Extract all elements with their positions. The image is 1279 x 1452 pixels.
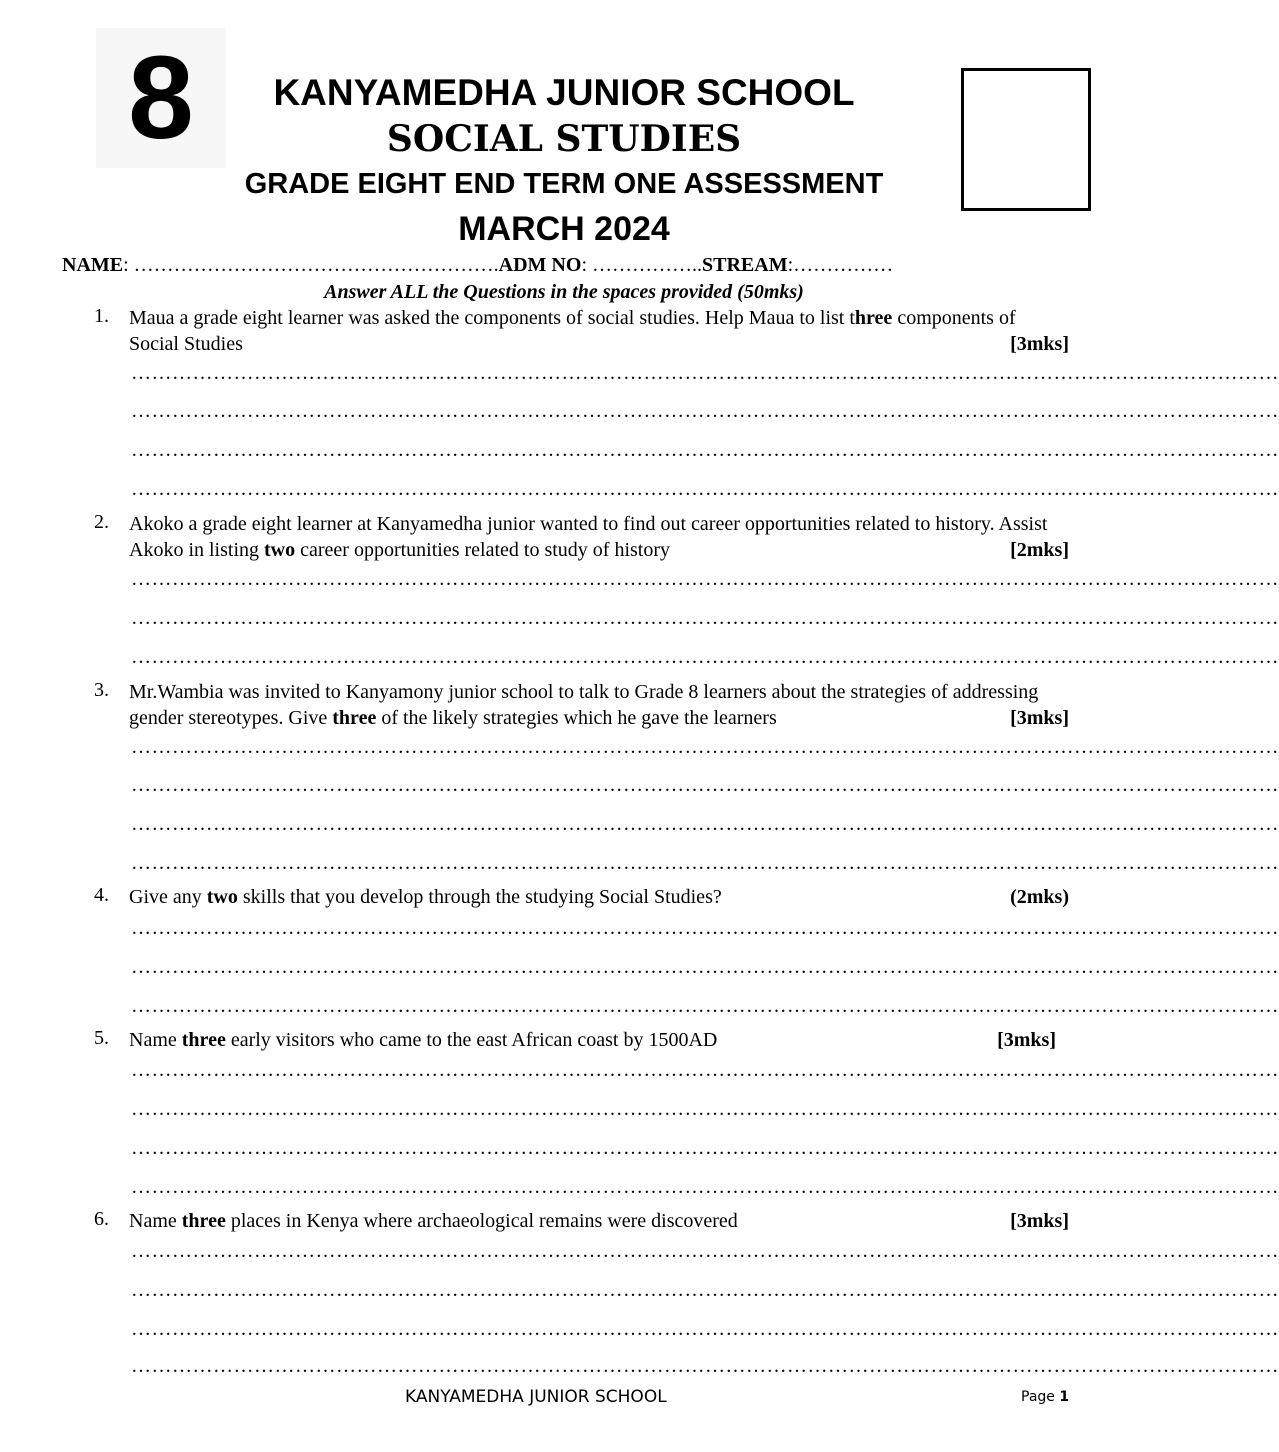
- marks-label: [3mks]: [997, 1029, 1056, 1051]
- question-number: 1.: [94, 305, 109, 327]
- question-text: Give any two skills that you develop through the studying Social Studies? (2mks): [129, 886, 1069, 908]
- answer-line[interactable]: ……………………………………………………………………………………………………………………………………………………: [131, 646, 1279, 668]
- name-label: NAME: [62, 254, 124, 276]
- question-number: 5.: [94, 1027, 109, 1049]
- question-number: 3.: [94, 679, 109, 701]
- question-text: Akoko a grade eight learner at Kanyamedha junior wanted to find out career opportunities related to history. Assist Akoko in listing two career opportunities related to study of history [2mks]: [129, 513, 1069, 561]
- answer-line[interactable]: ……………………………………………………………………………………………………………………………………………………: [131, 774, 1279, 796]
- marks-label: [3mks]: [1010, 1210, 1069, 1232]
- answer-line[interactable]: ……………………………………………………………………………………………………………………………………………………: [131, 1059, 1279, 1081]
- page-indicator: Page 1: [1021, 1389, 1070, 1405]
- answer-line[interactable]: ……………………………………………………………………………………………………………………………………………………: [131, 813, 1279, 835]
- answer-line[interactable]: ……………………………………………………………………………………………………………………………………………………: [131, 1318, 1279, 1340]
- question-text: Mr.Wambia was invited to Kanyamony junior school to talk to Grade 8 learners about the strategies of addressing gender stereotypes. Give three of the likely strategies which he gave the learners [3mks]: [129, 681, 1069, 729]
- subject-title: SOCIAL STUDIES: [386, 118, 742, 160]
- answer-line[interactable]: ……………………………………………………………………………………………………………………………………………………: [131, 400, 1279, 422]
- answer-line[interactable]: ……………………………………………………………………………………………………………………………………………………: [131, 1355, 1279, 1377]
- stream-field[interactable]: :……………: [787, 254, 894, 276]
- answer-line[interactable]: ……………………………………………………………………………………………………………………………………………………: [131, 568, 1279, 590]
- answer-line[interactable]: ……………………………………………………………………………………………………………………………………………………: [131, 439, 1279, 461]
- question-text: Name three places in Kenya where archaeological remains were discovered [3mks]: [129, 1210, 1069, 1232]
- footer-school: KANYAMEDHA JUNIOR SCHOOL: [405, 1387, 667, 1407]
- exam-date: MARCH 2024: [458, 210, 670, 248]
- school-title: KANYAMEDHA JUNIOR SCHOOL: [273, 72, 855, 113]
- answer-line[interactable]: ……………………………………………………………………………………………………………………………………………………: [131, 607, 1279, 629]
- assessment-title: GRADE EIGHT END TERM ONE ASSESSMENT: [244, 168, 884, 200]
- question-text: Name three early visitors who came to the east African coast by 1500AD [3mks]: [129, 1029, 1056, 1051]
- name-field[interactable]: : ……………………………………………….: [123, 254, 499, 276]
- question-number: 4.: [94, 884, 109, 906]
- answer-line[interactable]: ……………………………………………………………………………………………………………………………………………………: [131, 852, 1279, 874]
- adm-label: ADM NO: [498, 254, 582, 276]
- adm-field[interactable]: : ……………..: [581, 254, 702, 276]
- grade-number: 8: [96, 28, 226, 168]
- stream-label: STREAM: [702, 254, 788, 276]
- answer-line[interactable]: ……………………………………………………………………………………………………………………………………………………: [131, 362, 1279, 384]
- answer-line[interactable]: ……………………………………………………………………………………………………………………………………………………: [131, 995, 1279, 1017]
- answer-line[interactable]: ……………………………………………………………………………………………………………………………………………………: [131, 1176, 1279, 1198]
- instructions: Answer ALL the Questions in the spaces provided (50mks): [324, 281, 804, 303]
- answer-line[interactable]: ……………………………………………………………………………………………………………………………………………………: [131, 917, 1279, 939]
- question-text: Maua a grade eight learner was asked the components of social studies. Help Maua to list three components of Social Studies [3mks]: [129, 307, 1069, 355]
- marks-label: [3mks]: [1010, 707, 1069, 729]
- answer-line[interactable]: ……………………………………………………………………………………………………………………………………………………: [131, 1279, 1279, 1301]
- marks-label: [2mks]: [1010, 539, 1069, 561]
- page-number: 1: [1059, 1389, 1070, 1405]
- answer-line[interactable]: ……………………………………………………………………………………………………………………………………………………: [131, 1098, 1279, 1120]
- answer-line[interactable]: ……………………………………………………………………………………………………………………………………………………: [131, 478, 1279, 500]
- question-number: 6.: [94, 1208, 109, 1230]
- answer-line[interactable]: ……………………………………………………………………………………………………………………………………………………: [131, 956, 1279, 978]
- question-number: 2.: [94, 511, 109, 533]
- answer-line[interactable]: ……………………………………………………………………………………………………………………………………………………: [131, 736, 1279, 758]
- answer-line[interactable]: ……………………………………………………………………………………………………………………………………………………: [131, 1240, 1279, 1262]
- student-details-line: [62, 254, 893, 277]
- marks-label: (2mks): [1010, 886, 1069, 908]
- marks-label: [3mks]: [1010, 333, 1069, 355]
- answer-line[interactable]: ……………………………………………………………………………………………………………………………………………………: [131, 1137, 1279, 1159]
